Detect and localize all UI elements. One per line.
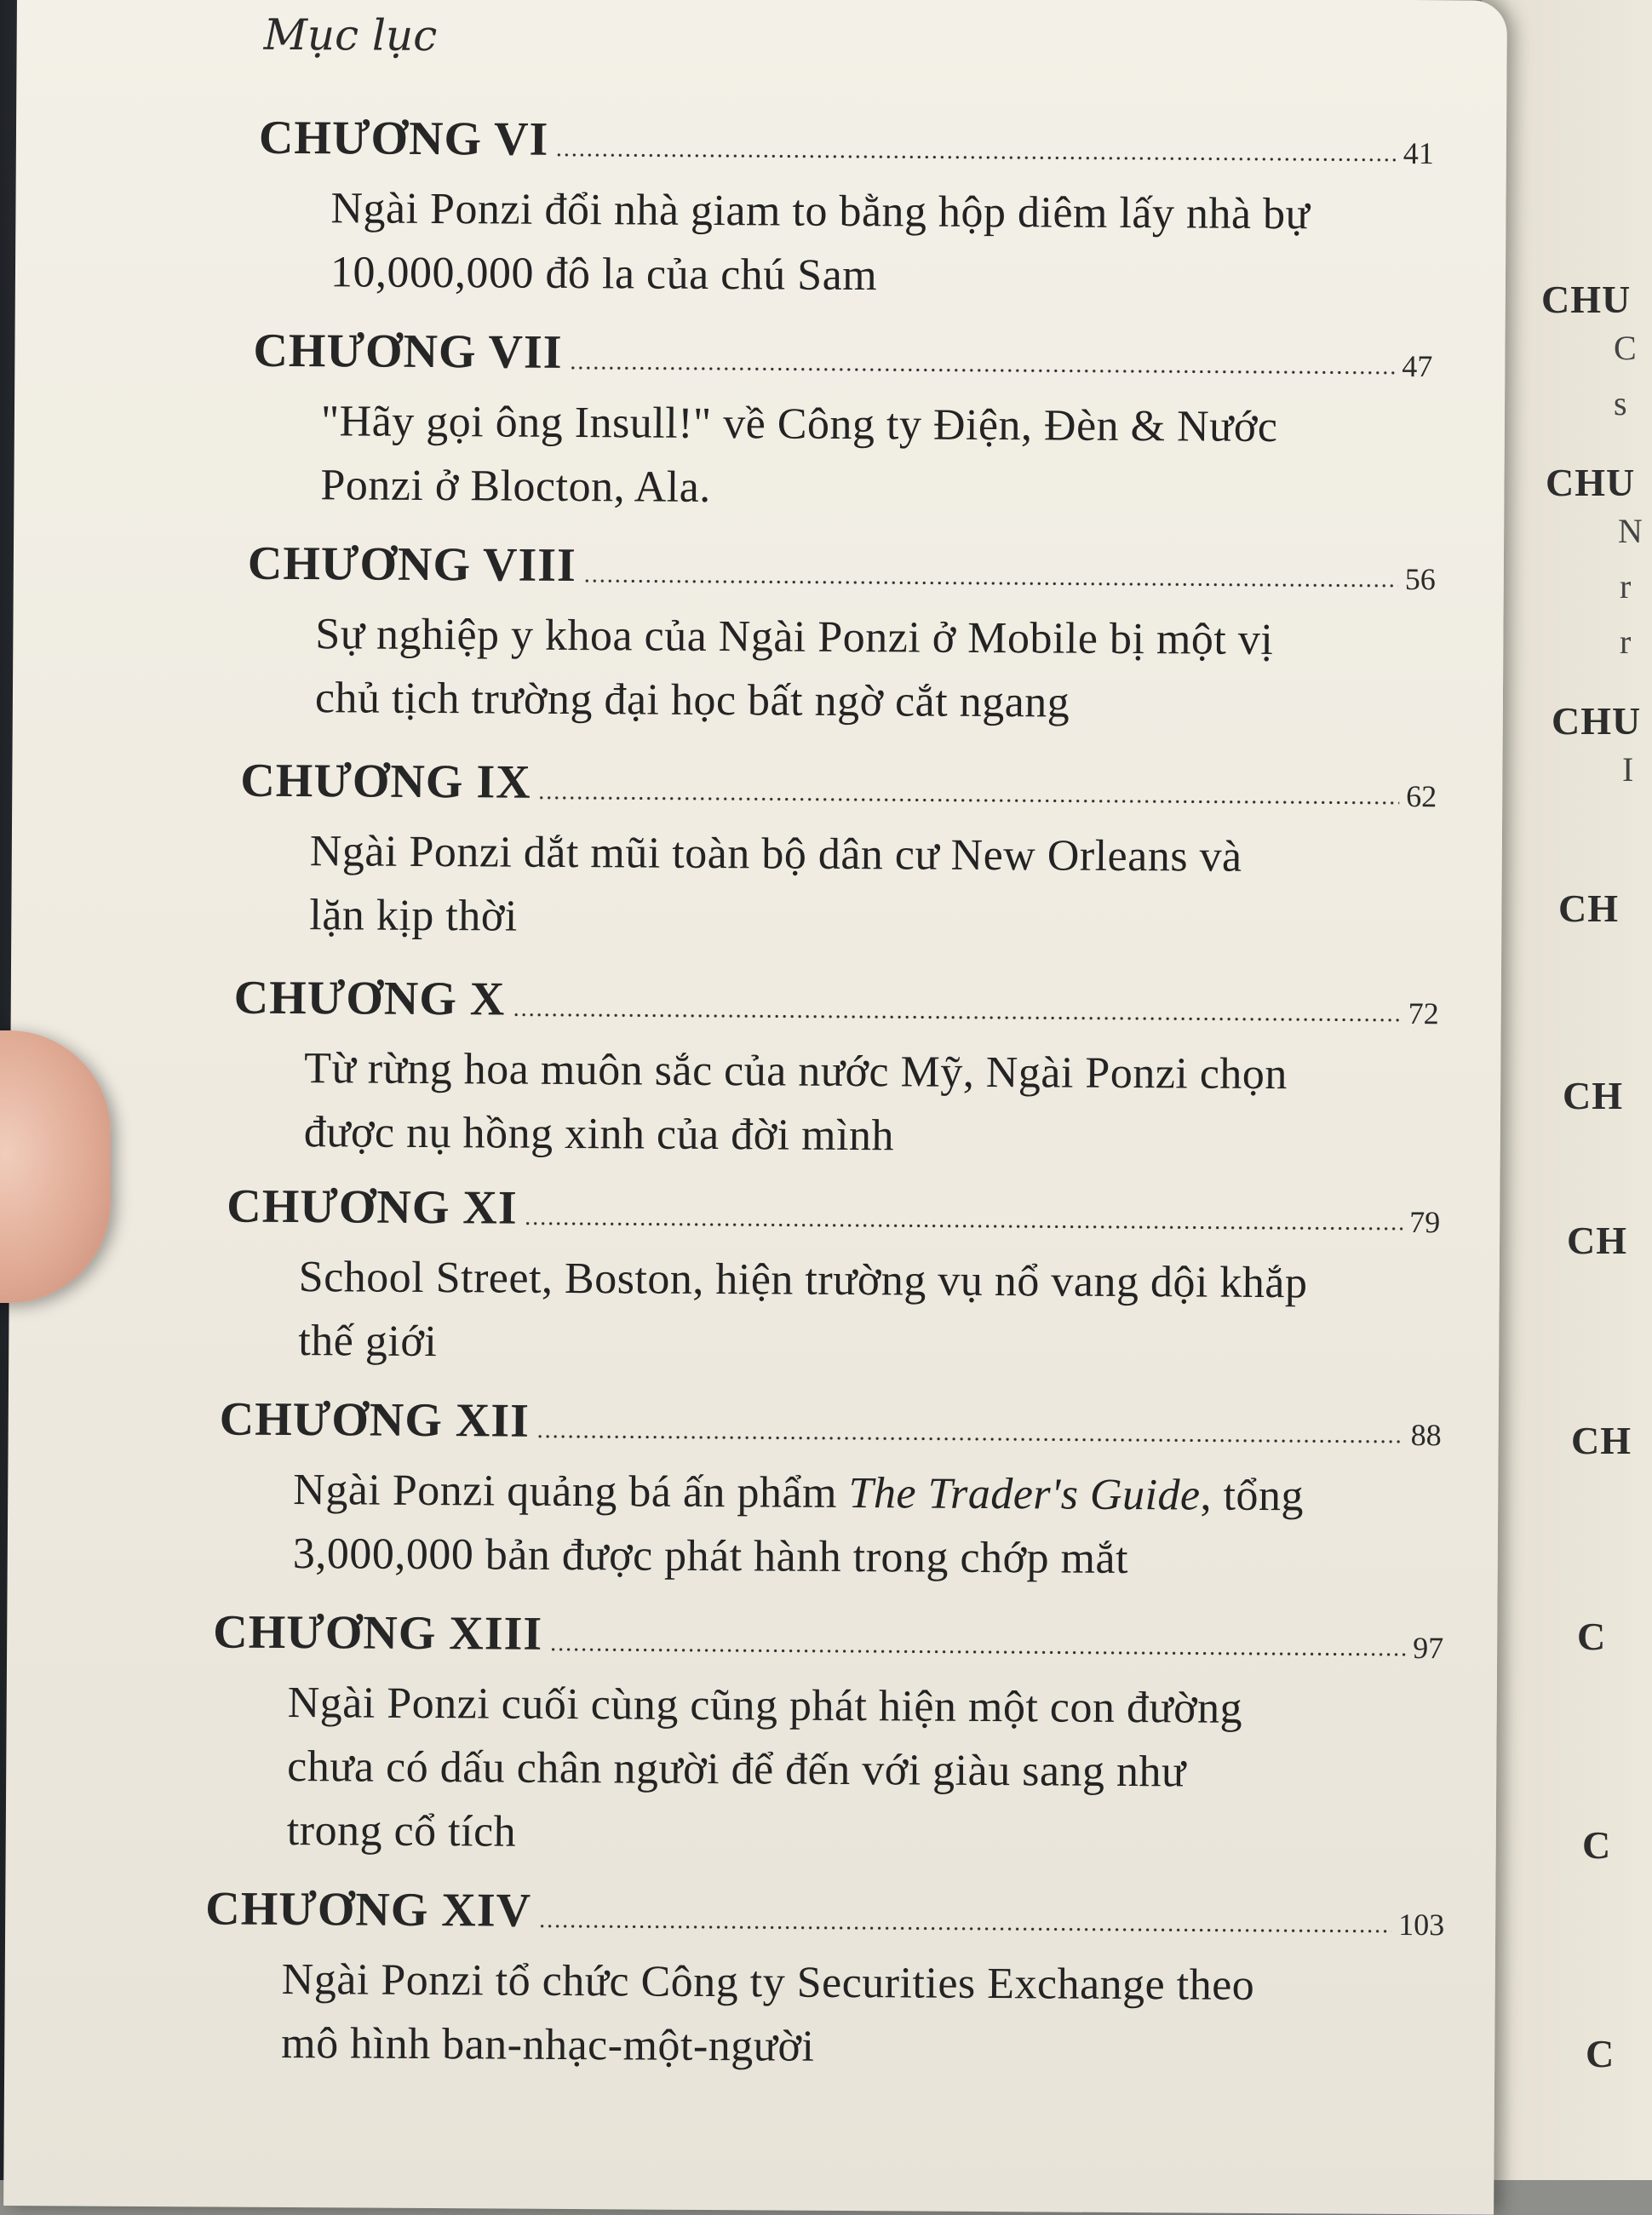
page-number: 88 (1410, 1418, 1442, 1453)
description-line: Từ rừng hoa muôn sắc của nước Mỹ, Ngài Ponzi chọn (304, 1044, 1288, 1099)
page-number: 56 (1404, 561, 1436, 597)
chapter-line (205, 1883, 1444, 1942)
chapter-line (220, 1393, 1442, 1452)
description-line: Ngài Ponzi dắt mũi toàn bộ dân cư New Orleans và (309, 827, 1242, 881)
chapter-description (320, 389, 1277, 523)
description-line: 3,000,000 bản được phát hành trong chớp mắt (292, 1529, 1129, 1584)
table-of-contents-page (3, 0, 1507, 2215)
toc-entry[interactable] (9, 1392, 1456, 1584)
chapter-line (213, 1606, 1443, 1665)
toc-entry[interactable] (16, 111, 1464, 301)
description-text: , tổng (1200, 1471, 1305, 1521)
dot-leader (536, 1435, 1404, 1443)
description-line (293, 1458, 1304, 1528)
description-text: Ngài Ponzi quảng bá ấn phẩm (293, 1466, 849, 1518)
chapter-description (309, 819, 1242, 953)
chapter-description (281, 1948, 1254, 2081)
toc-entry[interactable] (14, 537, 1461, 727)
chapter-description (293, 1458, 1305, 1592)
description-line: thế giới (298, 1317, 438, 1367)
description-line: lặn kịp thời (309, 891, 518, 941)
page-header: Mục lục (263, 9, 438, 61)
description-line: Ngài Ponzi tổ chức Công ty Securities Exchange theo (281, 1954, 1255, 2010)
chapter-line (240, 755, 1437, 814)
next-page-text-stub: I (1622, 750, 1634, 789)
dot-leader (512, 1013, 1401, 1022)
toc-entry[interactable] (5, 1882, 1453, 2071)
description-line: chủ tịch trường đại học bất ngờ cắt ngang (314, 674, 1070, 727)
description-line: Ngài Ponzi cuối cùng cũng phát hiện một con đường (287, 1678, 1243, 1733)
chapter-title: CHƯƠNG X (233, 971, 506, 1026)
next-page-chapter-stub: CHU (1541, 278, 1632, 321)
next-page-chapter-stub: CH (1563, 1074, 1623, 1117)
page-number: 79 (1409, 1205, 1441, 1240)
dot-leader (583, 579, 1398, 588)
chapter-line (259, 112, 1434, 170)
page-number: 47 (1402, 348, 1433, 384)
chapter-title: CHƯƠNG VIII (247, 537, 577, 593)
description-line: Ponzi ở Blocton, Ala. (320, 461, 711, 512)
page-number: 103 (1398, 1907, 1445, 1942)
next-page-text-stub: r (1620, 623, 1632, 661)
description-line: Sự nghiệp y khoa của Ngài Ponzi ở Mobile bị một vị (315, 610, 1274, 665)
toc-entry[interactable] (13, 754, 1460, 941)
toc-entry[interactable] (15, 324, 1463, 512)
dot-leader (538, 1925, 1391, 1933)
next-page-text-stub: s (1614, 384, 1627, 422)
chapter-title: CHƯƠNG XII (219, 1392, 531, 1448)
description-line: chưa có dấu chân người để đến với giàu sang như (287, 1742, 1186, 1797)
chapter-description (304, 1036, 1288, 1170)
next-page-chapter-stub: CHU (1546, 461, 1636, 504)
dot-leader (538, 796, 1400, 805)
description-line: 10,000,000 đô la của chú Sam (330, 248, 878, 301)
page-number: 62 (1406, 778, 1437, 814)
next-page-chapter-stub: C (1586, 2032, 1615, 2075)
toc-entry[interactable] (11, 971, 1459, 1161)
toc-entry[interactable] (9, 1179, 1457, 1367)
dot-leader (549, 1648, 1406, 1656)
chapter-title: CHƯƠNG XI (227, 1179, 518, 1235)
chapter-description (315, 602, 1274, 736)
description-line: Ngài Ponzi đổi nhà giam to bằng hộp diêm lấy nhà bự (330, 184, 1311, 239)
dot-leader (569, 366, 1395, 375)
next-page-text-stub: N (1618, 512, 1643, 550)
page-number: 41 (1402, 135, 1434, 171)
next-page-chapter-stub: C (1577, 1615, 1607, 1658)
page-number: 72 (1408, 996, 1439, 1031)
next-page-chapter-stub: CH (1558, 887, 1619, 930)
next-page-chapter-stub: CH (1567, 1219, 1627, 1262)
chapter-line (248, 538, 1436, 597)
description-line: mô hình ban-nhạc-một-người (281, 2018, 815, 2071)
chapter-line (234, 973, 1439, 1031)
description-line: "Hãy gọi ông Insull!" về Công ty Điện, Đèn & Nước (320, 397, 1278, 452)
dot-leader (555, 153, 1397, 162)
next-page-text-stub: C (1614, 329, 1637, 367)
chapter-title: CHƯƠNG VI (258, 111, 549, 166)
chapter-description (298, 1245, 1308, 1379)
description-line: được nụ hồng xinh của đời mình (303, 1108, 895, 1161)
chapter-line (227, 1181, 1440, 1240)
chapter-title: CHƯƠNG VII (253, 324, 563, 379)
next-page-text-stub: r (1620, 567, 1632, 605)
chapter-description (287, 1671, 1243, 1868)
chapter-title: CHƯƠNG XIII (213, 1605, 543, 1661)
toc-entry[interactable] (7, 1605, 1454, 1856)
chapter-line (253, 325, 1432, 383)
next-page-chapter-stub: C (1582, 1823, 1612, 1867)
chapter-description (330, 176, 1311, 310)
dot-leader (525, 1222, 1403, 1231)
chapter-title: CHƯƠNG XIV (205, 1882, 532, 1937)
next-page-chapter-stub: CH (1571, 1419, 1632, 1462)
description-line: School Street, Boston, hiện trường vụ nổ vang dội khắp (298, 1253, 1308, 1308)
page-number: 97 (1413, 1631, 1444, 1666)
chapter-title: CHƯƠNG IX (240, 754, 531, 809)
next-page-edge (1482, 0, 1652, 2180)
book-title-italic: The Trader's Guide (848, 1468, 1201, 1520)
next-page-chapter-stub: CHU (1552, 699, 1642, 743)
description-line: trong cổ tích (286, 1805, 517, 1856)
